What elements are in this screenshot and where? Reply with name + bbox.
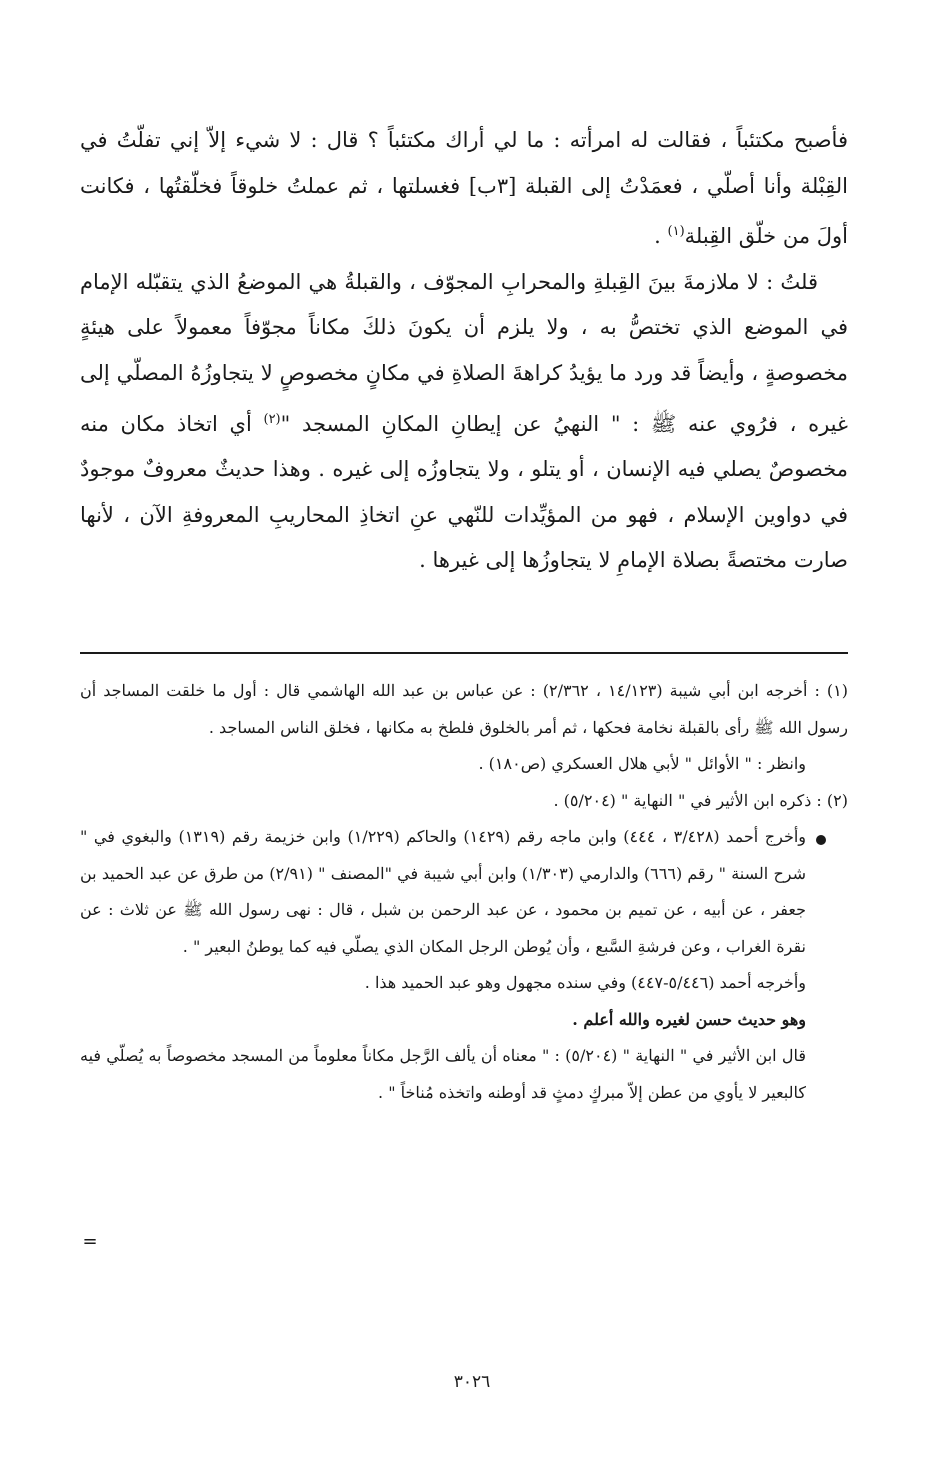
paragraph-2-text-b: أي اتخاذ مكان منه مخصوصٌ يصلي فيه الإنسان ، أو يتلو ، ولا يتجاوزُه إلى غيره . وهذا حديثٌ معروفٌ موجودٌ في دواوين الإسلام ، فهو من المؤيِّدات للنّهي عنِ اتخاذِ المحاريبِ المعروفةِ الآن ، لأنها صارت مختصةً بصلاة الإمامِ لا يتجاوزُها إلى غيرها . <box>80 411 848 573</box>
footnote-ref-1[interactable]: (١) <box>667 224 685 240</box>
paragraph-1 <box>80 118 848 260</box>
footnote-1-see-also: وانظر : " الأوائل " لأبي هلال العسكري (ص١٨٠) . <box>478 754 806 773</box>
main-text <box>80 118 848 584</box>
paragraph-2 <box>80 260 848 584</box>
footnote-2-takhrij <box>80 819 848 965</box>
paragraph-1-end: . <box>654 224 668 249</box>
footnote-1: (١) : أخرجه ابن أبي شيبة (١٤/١٢٣ ، ٢/٣٦٢) : عن عباس بن عبد الله الهاشمي قال : أول ما خلقت المساجد أن رسول الله ﷺ رأى بالقبلة نخامة فحكها ، ثم أمر بالخلوق فلطخ به مكانها ، فخلق الناس المساجد . <box>80 681 848 737</box>
continuation-mark: = <box>82 1231 98 1252</box>
footnote-2-grading: وهو حديث حسن لغيره والله أعلم . <box>572 1009 806 1029</box>
paragraph-1-text: فأصبح مكتئباً ، فقالت له امرأته : ما لي أراك مكتئباً ؟ قال : لا شيء إلاّ إني تفلّتُ في القِبْلة وأنا أصلّي ، فعمَدْتُ إلى القبلة [٣ب] فغسلتها ، ثم عملتُ خلوقاً فخلّقتُها ، فكانت أولَ من خلّق القِبلة <box>80 128 848 249</box>
footnote-2-takhrij-text: وأخرج أحمد (٣/٤٢٨ ، ٤٤٤) وابن ماجه رقم (١٤٢٩) والحاكم (١/٢٢٩) وابن خزيمة رقم (١٣١٩) والبغوي في " شرح السنة " رقم (٦٦٦) والدارمي (١/٣٠٣) وابن أبي شيبة في "المصنف " (٢/٩١) من طرق عن عبد الحميد بن جعفر ، عن أبيه ، عن تميم بن محمود ، عن عبد الرحمن بن شبل ، قال : نهى رسول الله ﷺ عن ثلاث : عن نقرة الغراب ، وعن فرشةِ السَّبع ، وأن يُوطن الرجل المكان الذي يصلّي فيه كما يوطنُ البعير " . <box>80 827 807 956</box>
footnote-2-second-narration: وأخرجه أحمد (٥/٤٤٦-٤٤٧) وفي سنده مجهول وهو عبد الحميد هذا . <box>364 973 806 992</box>
bullet-dot-icon <box>816 835 826 845</box>
page-number: ٣٠٢٦ <box>453 1372 491 1392</box>
paragraph-2-text-a: قلتُ : لا ملازمةَ بينَ القِبلةِ والمحرابِ المجوّف ، والقبلةُ هي الموضعُ الذي يتقبّله الإمام في الموضع الذي تختصُّ به ، ولا يلزم أن يكونَ ذلكَ مكاناً مجوّفاً معمولاً على هيئةٍ مخصوصةٍ ، وأيضاً قد ورد ما يؤيدُ كراهةَ الصلاةِ في مكانٍ مخصوصٍ لا يتجاوزُهُ المصلّي إلى غيره ، فرُوي عنه ﷺ : " النهيُ عن إيطانِ المكانِ المسجد " <box>80 269 849 436</box>
footnote-2-explanation: قال ابن الأثير في " النهاية " (٥/٢٠٤) : " معناه أن يألف الرَّجل مكاناً معلوماً من المسجد مخصوصاً به يُصلّي فيه كالبعير لا يأوي من عطن إلاّ مبركٍ دمثٍ قد أوطنه واتخذه مُناخاً " . <box>80 1046 806 1102</box>
footnote-divider <box>80 652 848 654</box>
footnote-2: (٢) : ذكره ابن الأثير في " النهاية " (٥/٢٠٤) . <box>553 790 848 810</box>
footnotes <box>80 673 848 1111</box>
footnote-ref-2[interactable]: (٢) <box>263 411 281 427</box>
